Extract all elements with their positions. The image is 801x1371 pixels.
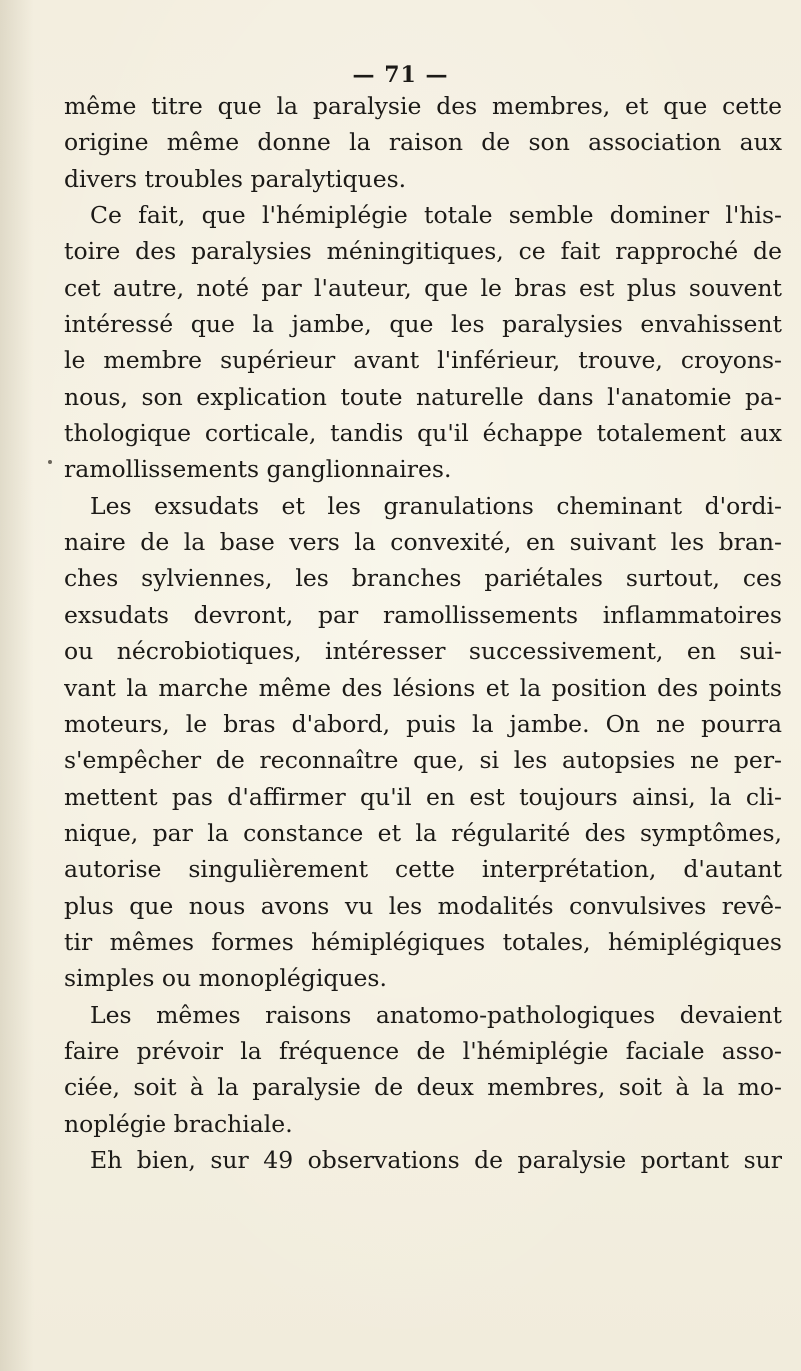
text-line: ciée, soit à la paralysie de deux membres, soit à la mo- [64,1073,782,1102]
text-line: ou nécrobiotiques, intéresser successivement, en sui- [64,637,782,666]
text-line: Les exsudats et les granulations cheminant d'ordi- [90,491,782,520]
text-line: autorise singulièrement cette interprétation, d'autant [64,855,782,884]
ink-speck [48,460,52,464]
text-line: faire prévoir la fréquence de l'hémiplégie faciale asso- [64,1036,782,1065]
text-line: thologique corticale, tandis qu'il échappe totalement aux [64,419,782,448]
text-line: Eh bien, sur 49 observations de paralysie portant sur [90,1145,782,1174]
text-line: s'empêcher de reconnaître que, si les autopsies ne per- [64,746,782,775]
text-line: origine même donne la raison de son association aux [64,128,782,157]
text-line: moteurs, le bras d'abord, puis la jambe. On ne pourra [64,709,782,738]
text-line: tir mêmes formes hémiplégiques totales, hémiplégiques [64,927,782,956]
text-line: Ce fait, que l'hémiplégie totale semble dominer l'his- [90,201,782,230]
text-line: cet autre, noté par l'auteur, que le bras est plus souvent [64,273,782,302]
text-line: exsudats devront, par ramollissements inflammatoires [64,600,782,629]
text-line: naire de la base vers la convexité, en suivant les bran- [64,528,782,557]
text-line: vant la marche même des lésions et la position des points [64,673,782,702]
text-line: mettent pas d'affirmer qu'il en est toujours ainsi, la cli- [64,782,782,811]
text-line: plus que nous avons vu les modalités convulsives revê- [64,891,782,920]
page-number: — 71 — [352,62,449,88]
binding-shadow [0,0,34,1371]
body-text [64,88,782,1178]
text-line: toire des paralysies méningitiques, ce fait rapproché de [64,237,782,266]
text-line: ramollissements ganglionnaires. [64,455,452,484]
text-line: le membre supérieur avant l'inférieur, trouve, croyons- [64,346,782,375]
text-line: nique, par la constance et la régularité des symptômes, [64,818,782,847]
text-line: simples ou monoplégiques. [64,964,387,993]
text-line: noplégie brachiale. [64,1109,293,1138]
text-line: ches sylviennes, les branches pariétales surtout, ces [64,564,782,593]
text-line: intéressé que la jambe, que les paralysies envahissent [64,310,782,339]
text-line: Les mêmes raisons anatomo-pathologiques devaient [90,1000,782,1029]
text-line: nous, son explication toute naturelle dans l'anatomie pa- [64,382,782,411]
text-line: même titre que la paralysie des membres, et que cette [64,92,782,120]
text-line: divers troubles paralytiques. [64,164,407,193]
